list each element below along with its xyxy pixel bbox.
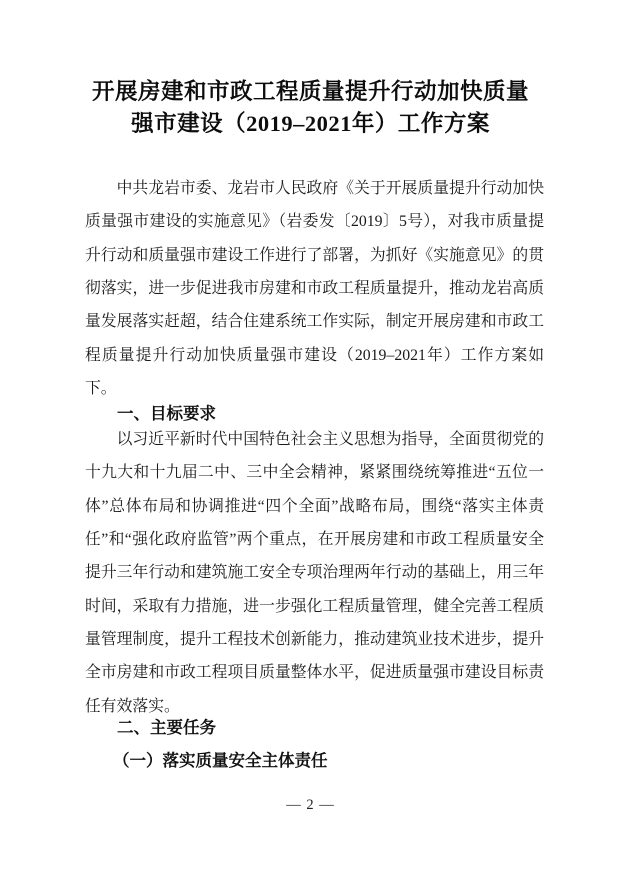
document-title-line-2: 强市建设（2019–2021年）工作方案 bbox=[131, 110, 490, 136]
section-heading-main-tasks: 二、主要任务 bbox=[117, 718, 216, 737]
document-title-line-1: 开展房建和市政工程质量提升行动加快质量 bbox=[91, 79, 529, 104]
goals-paragraph: 以习近平新时代中国特色社会主义思想为指导，全面贯彻党的十九大和十九届二中、三中全会精神，紧紧围绕统筹推进“五位一体”总体布局和协调推进“四个全面”战略布局，围绕“落实主体责任”和“强化政府监管”两个重点，在开展房建和市政工程质量安全提升三年行动和建筑施工安全专项治理两年行动的基础上，用三年时间，采取有力措施，进一步强化工程质量管理，健全完善工程质量管理制度，提升工程技术创新能力，推动建筑业技术进步，提升全市房建和市政工程项目质量整体水平，促进质量强市建设目标责任有效落实。 bbox=[85, 431, 544, 715]
section-heading-goals: 一、目标要求 bbox=[117, 404, 216, 423]
intro-paragraph: 中共龙岩市委、龙岩市人民政府《关于开展质量提升行动加快质量强市建设的实施意见》（岩委发〔2019〕5号），对我市质量提升行动和质量强市建设工作进行了部署，为抓好《实施意见》的贯彻落实，进一步促进我市房建和市政工程质量提升，推动龙岩高质量发展落实赶超，结合住建系统工作实际，制定开展房建和市政工程质量提升行动加快质量强市建设（2019–2021年）工作方案如下。 bbox=[85, 180, 544, 398]
document-title bbox=[45, 76, 576, 139]
subsection-heading-responsibility: （一）落实质量安全主体责任 bbox=[113, 751, 328, 770]
page-number: — 2 — bbox=[286, 797, 335, 813]
